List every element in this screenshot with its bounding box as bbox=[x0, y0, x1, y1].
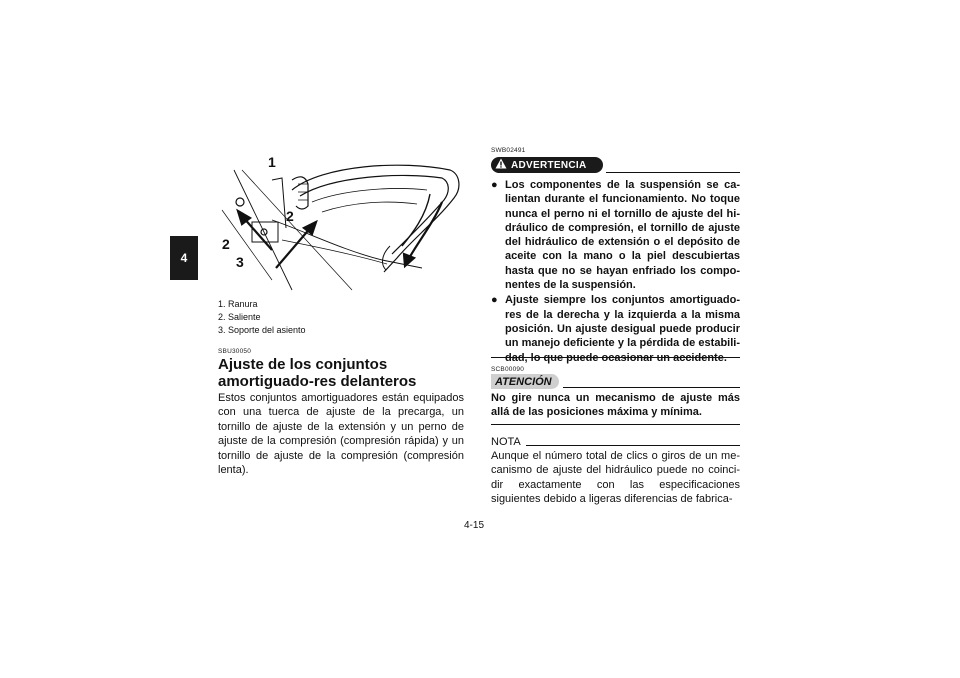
nota-rule bbox=[526, 445, 740, 446]
warning-label: ADVERTENCIA bbox=[511, 159, 587, 171]
warning-code: SWB02491 bbox=[491, 147, 526, 154]
chapter-tab bbox=[170, 236, 198, 280]
bullet-icon: ● bbox=[491, 179, 498, 191]
attention-label: ATENCIÓN bbox=[495, 375, 552, 388]
warning-item: ● Los componentes de la suspensión se ca-lientan durante el funcionamiento. No toque nunca el perno ni el tornillo de ajuste del hi-dráulico de compresión, el tornillo de ajuste del hidráulico de extensión o el depósito de aceite con la mano o la piel descubiertas hasta que no se hayan enfriado los compo-nentes de la suspensión. bbox=[491, 179, 740, 292]
legend-item: 1. Ranura bbox=[218, 299, 258, 309]
callout-3: 3 bbox=[236, 254, 244, 270]
chapter-number: 4 bbox=[180, 251, 188, 265]
bullet-icon: ● bbox=[491, 294, 498, 307]
attention-rule bbox=[563, 387, 740, 388]
section-title: Ajuste de los conjuntos amortiguado-res delanteros bbox=[218, 356, 417, 390]
figure-legend bbox=[218, 298, 306, 337]
section-code: SBU30050 bbox=[218, 348, 252, 355]
section-body: Estos conjuntos amortiguadores están equipados con una tuerca de ajuste de la precarga, un tornillo de ajuste de la extensión y un perno de ajuste de la compresión (compresión rápida) y un tornillo de ajuste de la compresión (compresión lenta). bbox=[218, 392, 464, 477]
legend-item: 3. Soporte del asiento bbox=[218, 325, 306, 335]
warning-end-rule bbox=[491, 357, 740, 358]
seat-drawing bbox=[212, 150, 467, 298]
warning-badge bbox=[491, 157, 603, 173]
warning-list bbox=[491, 178, 740, 366]
legend-item: 2. Saliente bbox=[218, 312, 261, 322]
callout-2-right: 2 bbox=[286, 208, 294, 224]
seat-illustration bbox=[212, 150, 467, 298]
warning-item: ● Ajuste siempre los conjuntos amortiguado-res de la derecha y la izquierda a la misma posición. Un ajuste desigual puede producir un manejo deficiente y la pérdida de estabili- bbox=[491, 294, 740, 350]
warning-triangle-icon bbox=[491, 158, 511, 172]
page-number: 4-15 bbox=[464, 520, 485, 531]
attention-text: No gire nunca un mecanismo de ajuste más allá de las posiciones máxima y mínima. bbox=[491, 392, 740, 419]
attention-badge bbox=[491, 374, 559, 389]
nota-text: Aunque el número total de clics o giros de un me-canismo de ajuste del hidráulico puede no coinci-dir exactamente con las especificaciones siguientes debido a ligeras diferencias de fabrica- bbox=[491, 450, 740, 506]
nota-label: NOTA bbox=[491, 436, 521, 448]
callout-1: 1 bbox=[268, 154, 276, 170]
attention-code: SCB00090 bbox=[491, 366, 525, 373]
attention-end-rule bbox=[491, 424, 740, 425]
callout-2-left: 2 bbox=[222, 236, 230, 252]
warning-rule bbox=[606, 172, 740, 173]
